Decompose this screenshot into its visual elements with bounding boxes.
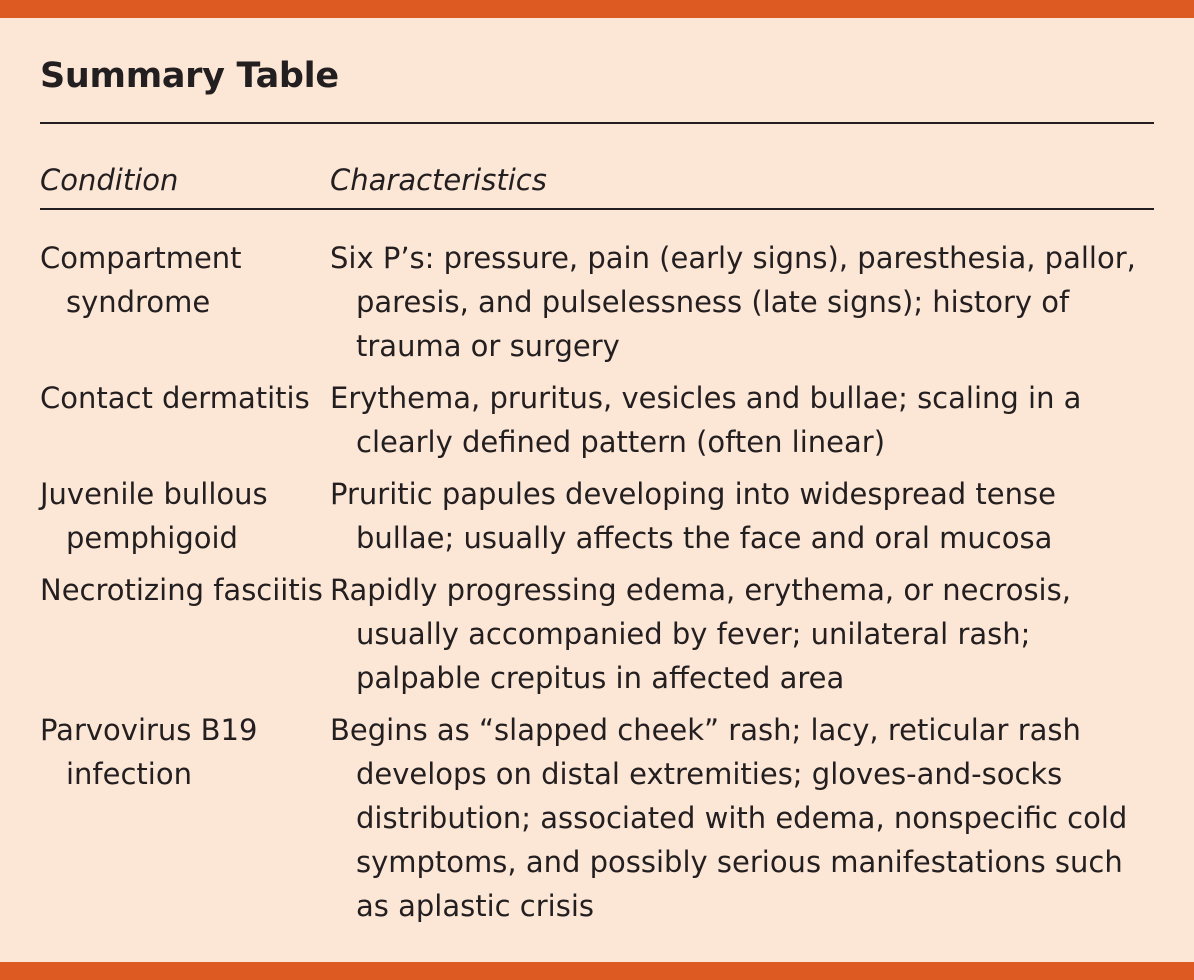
- condition-cell: Necrotizing fasciitis: [40, 573, 323, 607]
- table-row: [40, 472, 1154, 560]
- header-rule: [40, 208, 1154, 210]
- table-title: Summary Table: [40, 56, 339, 96]
- table-body: [40, 236, 1154, 936]
- table-row: [40, 708, 1154, 928]
- characteristics-cell: Begins as “slapped cheek” rash; lacy, reticular rash develops on distal extremities; gloves-and-socks distribution; associated with edema, nonspecific cold symptoms, and possibly serious manifestations such as aplastic crisis: [330, 713, 1128, 923]
- characteristics-cell: Six P’s: pressure, pain (early signs), paresthesia, pallor, paresis, and pulselessness (late signs); history of trauma or surgery: [330, 241, 1136, 363]
- table-row: [40, 376, 1154, 464]
- condition-cell: Compartment syndrome: [40, 241, 242, 319]
- header-condition: Condition: [40, 163, 179, 197]
- characteristics-cell: Rapidly progressing edema, erythema, or necrosis, usually accompanied by fever; unilateral rash; palpable crepitus in affected area: [330, 573, 1071, 695]
- title-rule: [40, 122, 1154, 124]
- table-row: [40, 236, 1154, 368]
- condition-cell: Contact dermatitis: [40, 381, 310, 415]
- condition-cell: Parvovirus B19 infection: [40, 713, 258, 791]
- header-characteristics: Characteristics: [330, 163, 547, 197]
- table-row: [40, 568, 1154, 700]
- top-accent-bar: [0, 0, 1194, 18]
- characteristics-cell: Erythema, pruritus, vesicles and bullae; scaling in a clearly defined pattern (often linear): [330, 381, 1082, 459]
- condition-cell: Juvenile bullous pemphigoid: [40, 477, 268, 555]
- characteristics-cell: Pruritic papules developing into widespread tense bullae; usually affects the face and oral mucosa: [330, 477, 1056, 555]
- bottom-accent-bar: [0, 962, 1194, 980]
